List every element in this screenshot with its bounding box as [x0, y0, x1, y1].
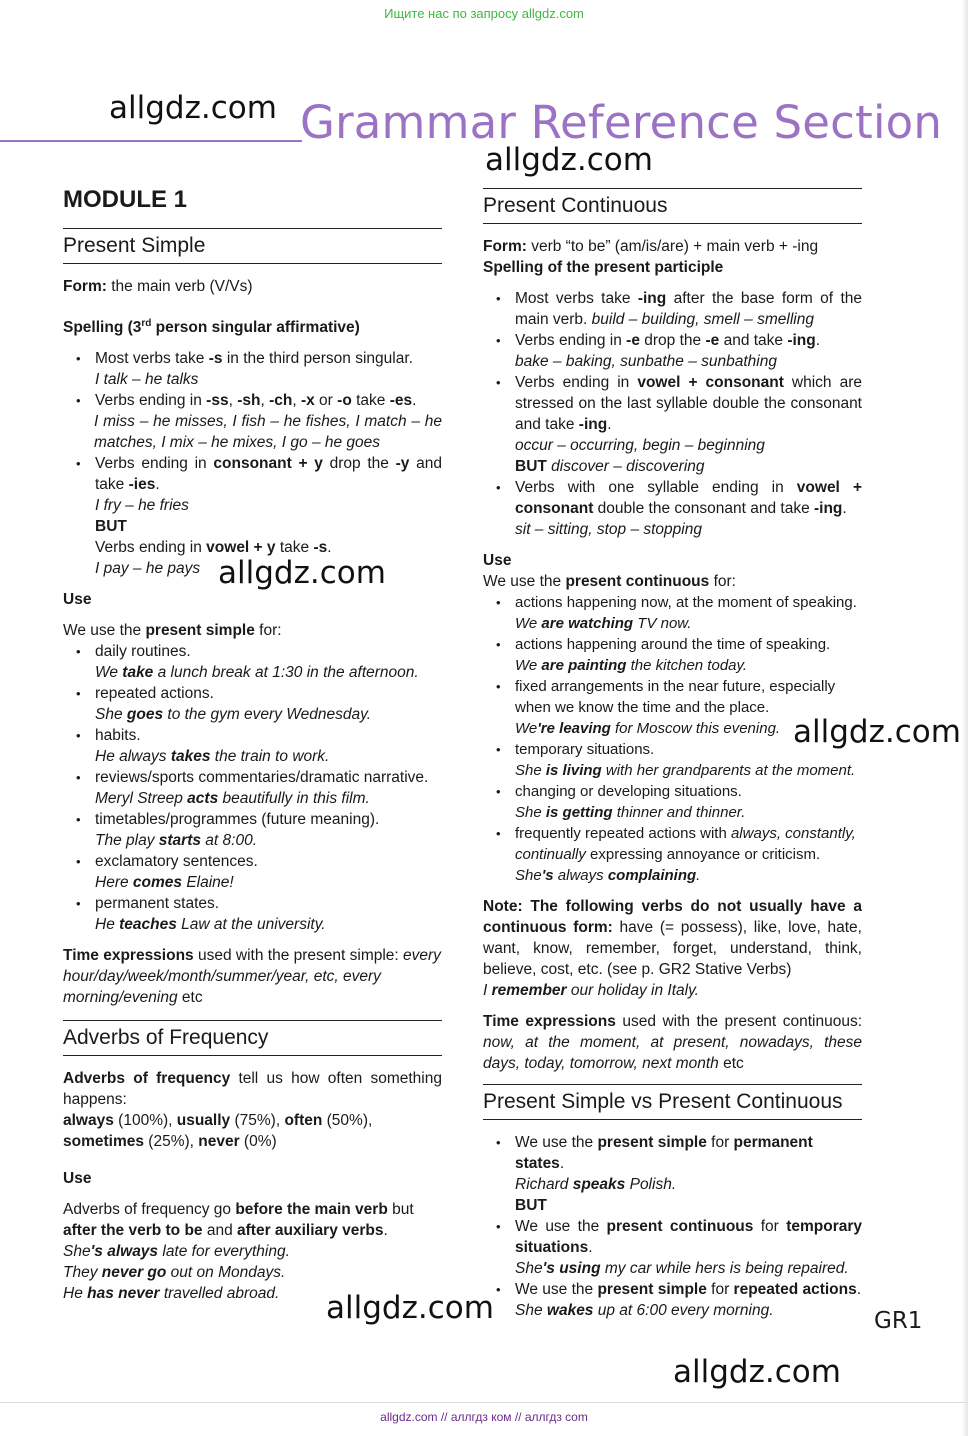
example: They never go out on Mondays. [63, 1264, 286, 1282]
list-item: • changing or developing situations. She is getting thinner and thinner. [483, 781, 862, 823]
form-line: Form: verb “to be” (am/is/are) + main verb + -ing [483, 238, 819, 255]
use-heading: Use [483, 552, 512, 569]
section-heading-adverbs-of-frequency: Adverbs of Frequency [63, 1020, 442, 1056]
page-title: Grammar Reference Section [300, 96, 943, 149]
list-item: • actions happening around the time of speaking. We are painting the kitchen today. [483, 634, 862, 676]
top-banner[interactable]: Ищите нас по запросу allgdz.com [384, 6, 584, 21]
spelling-sup: rd [141, 318, 152, 329]
spelling-text: person singular affirmative) [151, 319, 360, 337]
watermark: allgdz.com [218, 555, 386, 591]
list-item: • temporary situations. She is living with her grandparents at the moment. [483, 739, 862, 781]
form-text: the main verb (V/Vs) [106, 278, 253, 295]
watermark: allgdz.com [109, 90, 277, 126]
spelling-list [483, 288, 862, 540]
list-item: • permanent states. He teaches Law at the university. [63, 893, 442, 935]
list-item: • Verbs with one syllable ending in vowel + consonant double the consonant and take -ing. sit – sitting, stop – stopping [483, 477, 862, 540]
title-rule [0, 140, 302, 142]
list-item: • Verbs ending in -ss, -sh, -ch, -x or -o take -es. I miss – he misses, I fish – he fishes, I match – he matches, I mix – he mixes, I go – he goes [63, 390, 442, 453]
adverbs-position: Adverbs of frequency go before the main verb but after the verb to be and after auxiliary verbs. [63, 1201, 414, 1240]
use-heading: Use [63, 591, 92, 609]
watermark: allgdz.com [485, 142, 653, 178]
example: I miss – he misses, I fish – he fishes, I match – he matches, I mix – he mixes, I go – he goes [94, 413, 442, 452]
example: He has never travelled abroad. [63, 1285, 280, 1303]
stative-note: Note: The following verbs do not usually have a continuous form: have (= possess), like, love, hate, want, know, remember, forget, understand, think, believe, cost, etc. (see p. GR2 Stative Verbs) [483, 898, 862, 978]
list-item: • reviews/sports commentaries/dramatic narrative. Meryl Streep acts beautifully in this film. [63, 767, 442, 809]
time-expressions: Time expressions used with the present continuous: now, at the moment, at present, nowadays, these days, today, tomorrow, next month etc [483, 1013, 863, 1072]
list-item: • daily routines. We take a lunch break at 1:30 in the afternoon. [63, 641, 442, 683]
use-intro: We use the present simple for: [63, 622, 282, 640]
form-line [63, 276, 442, 297]
section-heading-present-continuous: Present Continuous [483, 188, 862, 224]
spelling-heading: Spelling of the present participle [483, 259, 724, 276]
list-item: • timetables/programmes (future meaning). The play starts at 8:00. [63, 809, 442, 851]
watermark: allgdz.com [673, 1354, 841, 1390]
frequency-list: always (100%), usually (75%), often (50%), sometimes (25%), never (0%) [63, 1112, 373, 1151]
page-edge-shadow [962, 0, 968, 1436]
section-heading-simple-vs-continuous: Present Simple vs Present Continuous [483, 1084, 862, 1120]
module-heading: MODULE 1 [63, 186, 188, 213]
footer-divider [0, 1402, 968, 1403]
list-item: • actions happening now, at the moment of speaking. We are watching TV now. [483, 592, 862, 634]
example: She's always late for everything. [63, 1243, 290, 1261]
example: I pay – he pays [95, 560, 201, 578]
watermark: allgdz.com [326, 1290, 494, 1326]
comparison-list [483, 1132, 862, 1321]
time-expressions: Time expressions used with the present simple: every hour/day/week/month/summer/year, etc, every morning/evening etc [63, 947, 441, 1007]
example: I fry – he fries [95, 497, 189, 515]
list-item: • Verbs ending in consonant + y drop the -y and take -ies. I fry – he fries BUT Verbs ending in vowel + y take -s. I pay – he pays [63, 453, 442, 579]
watermark: allgdz.com [793, 714, 961, 750]
use-intro: We use the present continuous for: [483, 573, 736, 590]
list-item: • We use the present simple for repeated actions. She wakes up at 6:00 every morning. [483, 1279, 862, 1321]
section-heading-present-simple: Present Simple [63, 228, 442, 264]
left-column [63, 186, 442, 1304]
list-item: • Most verbs take -s in the third person singular. I talk – he talks [63, 348, 442, 390]
list-item: • habits. He always takes the train to work. [63, 725, 442, 767]
list-item: • Most verbs take -ing after the base form of the main verb. build – building, smell – smelling [483, 288, 862, 330]
spelling-list [63, 348, 442, 579]
spelling-text: Spelling (3 [63, 319, 142, 337]
right-column [483, 188, 862, 1321]
list-item: • We use the present simple for permanent states. Richard speaks Polish. BUT [483, 1132, 862, 1216]
page-number: GR1 [874, 1308, 923, 1334]
list-item: • We use the present continuous for temporary situations. She's using my car while hers is being repaired. [483, 1216, 862, 1279]
bottom-banner[interactable]: allgdz.com // аллгдз ком // аллгдз com [380, 1410, 588, 1424]
list-item: • fixed arrangements in the near future, especially when we know the time and the place. We're leaving for Moscow this evening. [483, 676, 862, 739]
list-item: • exclamatory sentences. Here comes Elaine! [63, 851, 442, 893]
list-item: • repeated actions. She goes to the gym every Wednesday. [63, 683, 442, 725]
spelling-heading [63, 313, 442, 338]
list-item: • Verbs ending in vowel + consonant which are stressed on the last syllable double the consonant and take -ing. occur – occurring, begin – beginning BUT discover – discovering [483, 372, 862, 477]
form-label: Form: [63, 278, 107, 295]
but-label: BUT [95, 518, 127, 536]
use-list [63, 641, 442, 935]
adverbs-definition: Adverbs of frequency tell us how often something happens: [63, 1070, 442, 1109]
example: I remember our holiday in Italy. [483, 982, 699, 999]
list-item: • Verbs ending in -e drop the -e and take -ing. bake – baking, sunbathe – sunbathing [483, 330, 862, 372]
example: I talk – he talks [95, 371, 199, 389]
use-heading: Use [63, 1170, 92, 1188]
list-item: • frequently repeated actions with always, constantly, continually expressing annoyance or criticism. She's always complaining. [483, 823, 862, 886]
